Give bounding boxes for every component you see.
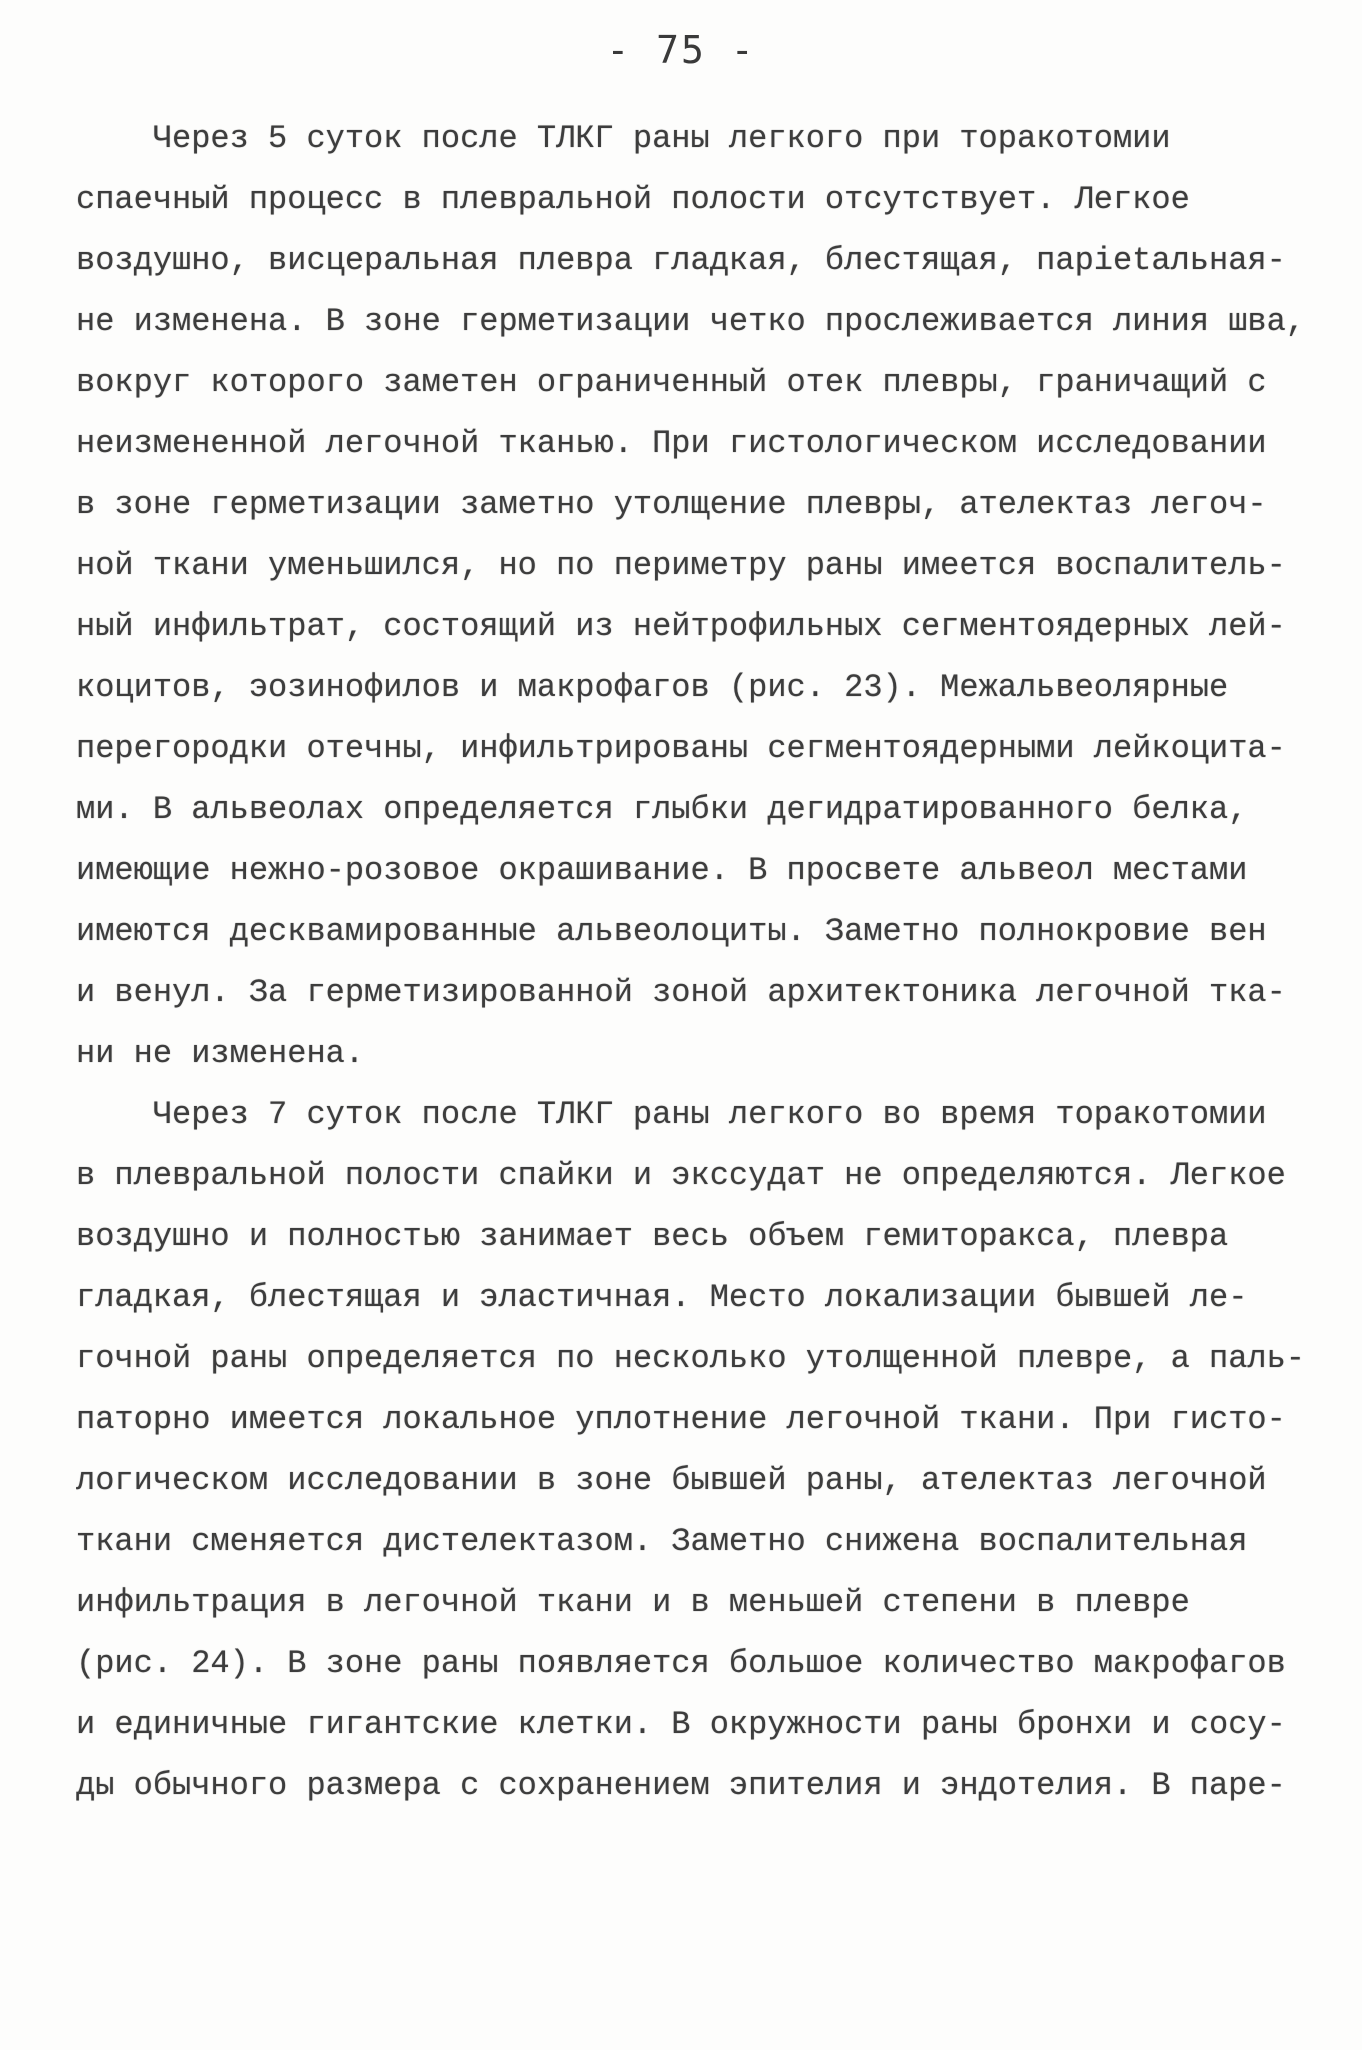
body-text <box>76 108 1316 1816</box>
text-line: спаечный процесс в плевральной полости отсутствует. Легкое <box>76 181 1190 218</box>
text-line: Через 5 суток после ТЛКГ раны легкого при торакотомии <box>76 120 1171 157</box>
text-line: воздушно, висцеральная плевра гладкая, блестящая, парietальная- <box>76 242 1286 279</box>
text-line: вокруг которого заметен ограниченный отек плевры, граничащий с <box>76 364 1267 401</box>
text-line: и единичные гигантские клетки. В окружности раны бронхи и сосу- <box>76 1706 1286 1743</box>
text-line: имеются десквамированные альвеолоциты. Заметно полнокровие вен <box>76 913 1267 950</box>
text-line: ми. В альвеолах определяется глыбки дегидратированного белка, <box>76 791 1248 828</box>
page-number: - 75 - <box>606 28 756 72</box>
text-line: ткани сменяется дистелектазом. Заметно снижена воспалительная <box>76 1523 1248 1560</box>
text-line: инфильтрация в легочной ткани и в меньшей степени в плевре <box>76 1584 1190 1621</box>
text-line: в зоне герметизации заметно утолщение плевры, ателектаз легоч- <box>76 486 1267 523</box>
text-line: ни не изменена. <box>76 1035 365 1072</box>
text-line: Через 7 суток после ТЛКГ раны легкого во время торакотомии <box>76 1096 1267 1133</box>
text-line: гладкая, блестящая и эластичная. Место локализации бывшей ле- <box>76 1279 1248 1316</box>
text-line: в плевральной полости спайки и экссудат не определяются. Легкое <box>76 1157 1286 1194</box>
text-line: логическом исследовании в зоне бывшей раны, ателектаз легочной <box>76 1462 1267 1499</box>
text-line: имеющие нежно-розовое окрашивание. В просвете альвеол местами <box>76 852 1248 889</box>
text-line: паторно имеется локальное уплотнение легочной ткани. При гисто- <box>76 1401 1286 1438</box>
text-line: перегородки отечны, инфильтрированы сегментоядерными лейкоцита- <box>76 730 1286 767</box>
text-line: ды обычного размера с сохранением эпителия и эндотелия. В паре- <box>76 1767 1286 1804</box>
text-line: неизмененной легочной тканью. При гистологическом исследовании <box>76 425 1267 462</box>
text-line: воздушно и полностью занимает весь объем гемиторакса, плевра <box>76 1218 1229 1255</box>
text-line: не изменена. В зоне герметизации четко прослеживается линия шва, <box>76 303 1305 340</box>
text-line: гочной раны определяется по несколько утолщенной плевре, а паль- <box>76 1340 1305 1377</box>
text-line: ной ткани уменьшился, но по периметру раны имеется воспалитель- <box>76 547 1286 584</box>
text-line: коцитов, эозинофилов и макрофагов (рис. 23). Межальвеолярные <box>76 669 1229 706</box>
text-line: ный инфильтрат, состоящий из нейтрофильных сегментоядерных лей- <box>76 608 1286 645</box>
text-line: (рис. 24). В зоне раны появляется большое количество макрофагов <box>76 1645 1286 1682</box>
text-line: и венул. За герметизированной зоной архитектоника легочной тка- <box>76 974 1286 1011</box>
